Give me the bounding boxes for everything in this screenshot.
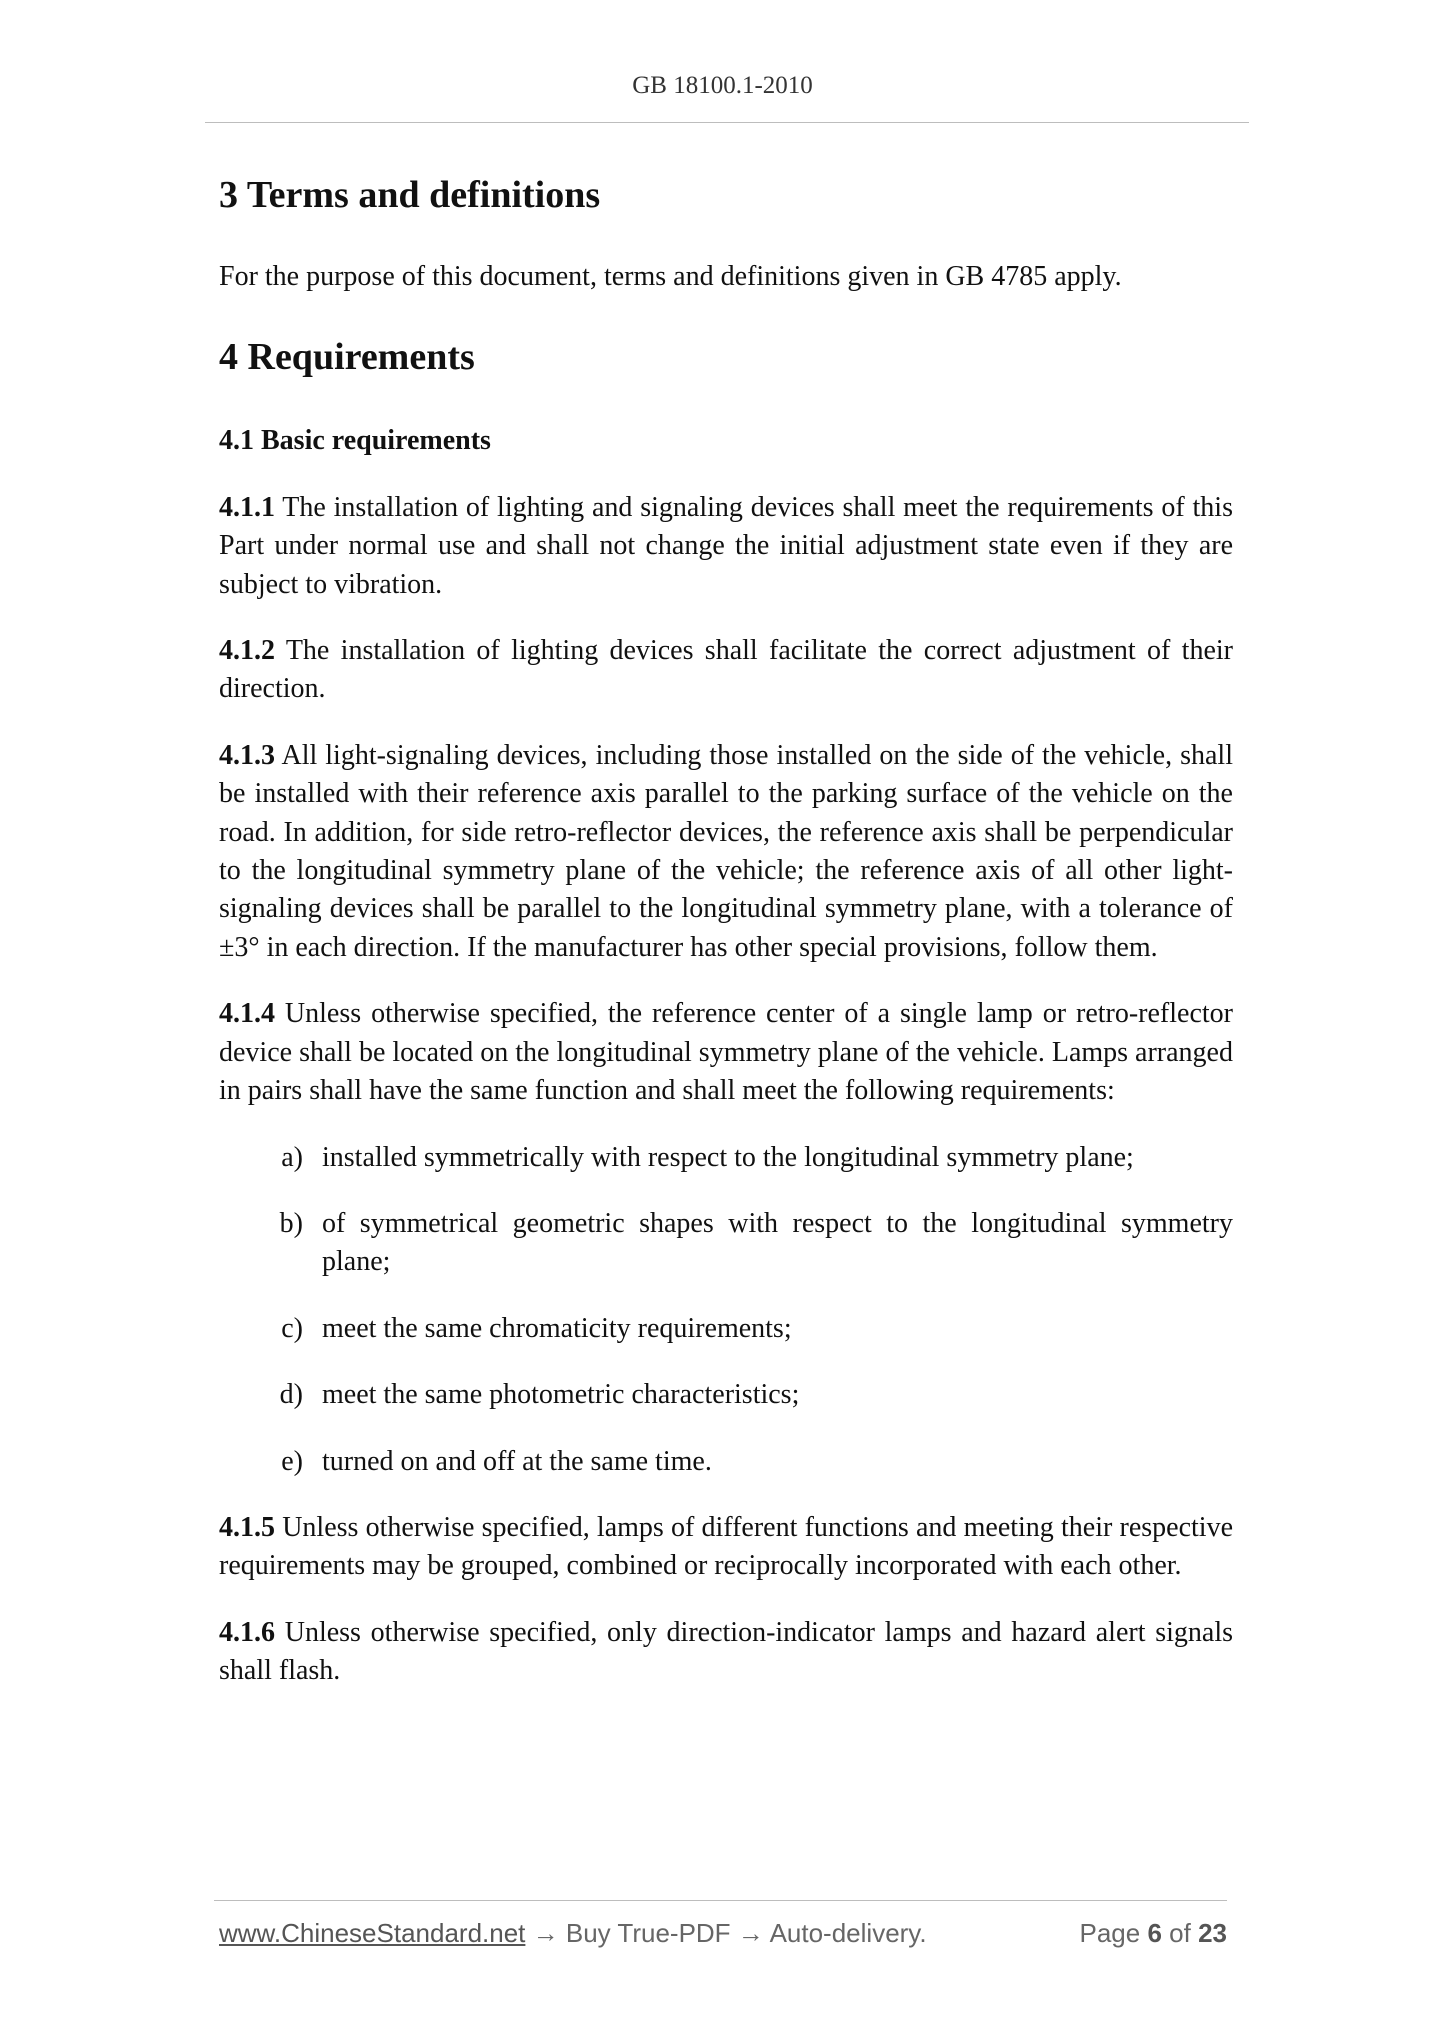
list-item-text: of symmetrical geometric shapes with respect to the longitudinal symmetry plane; — [322, 1207, 1233, 1278]
clause-number: 4.1.3 — [219, 739, 275, 771]
page-current: 6 — [1147, 1918, 1162, 1948]
section-3-heading: 3 Terms and definitions — [219, 174, 601, 216]
header-divider — [205, 122, 1249, 123]
section-3-text: For the purpose of this document, terms and definitions given in GB 4785 apply. — [219, 261, 1122, 292]
clause-text: The installation of lighting devices shall facilitate the correct adjustment of their direction. — [219, 635, 1233, 705]
website-link[interactable]: www.ChineseStandard.net — [219, 1918, 526, 1948]
subsection-4-1-heading: 4.1 Basic requirements — [219, 425, 491, 457]
page-footer — [219, 1918, 1227, 1949]
clause-text: The installation of lighting and signaling devices shall meet the requirements of this Part under normal use and shall not change the initial adjustment state even if they are subject to vibration. — [219, 491, 1233, 600]
page-total: 23 — [1198, 1918, 1227, 1948]
clause-text: Unless otherwise specified, only direction-indicator lamps and hazard alert signals shall flash. — [219, 1616, 1233, 1687]
page-content — [219, 168, 1233, 1691]
clause-number: 4.1.6 — [219, 1616, 275, 1648]
list-item-text: installed symmetrically with respect to the longitudinal symmetry plane; — [322, 1141, 1134, 1173]
clause-text: Unless otherwise specified, the reference center of a single lamp or retro-reflector device shall be located on the longitudinal symmetry plane of the vehicle. Lamps arranged in pairs shall have the same function and shall meet the following requirements: — [219, 998, 1233, 1107]
clause-4-1-1 — [219, 489, 1233, 604]
list-marker: b) — [279, 1207, 303, 1239]
document-id: GB 18100.1-2010 — [632, 72, 813, 99]
footer-divider — [214, 1900, 1227, 1901]
footer-tagline: → Buy True-PDF → Auto-delivery. — [525, 1918, 927, 1948]
clause-4-1-2 — [219, 632, 1233, 709]
clause-4-1-4 — [219, 995, 1233, 1110]
of-label: of — [1169, 1918, 1191, 1948]
page-header — [0, 72, 1445, 100]
list-marker: e) — [281, 1445, 303, 1477]
clause-number: 4.1.2 — [219, 635, 275, 667]
list-item-text: turned on and off at the same time. — [322, 1445, 712, 1477]
page-indicator — [1079, 1918, 1227, 1949]
clause-4-1-5 — [219, 1509, 1233, 1586]
list-item — [219, 1139, 1233, 1177]
list-marker: a) — [281, 1141, 303, 1173]
clause-text: Unless otherwise specified, lamps of different functions and meeting their respective requirements may be grouped, combined or reciprocally incorporated with each other. — [219, 1511, 1233, 1582]
clause-4-1-3 — [219, 737, 1233, 967]
requirements-list — [219, 1139, 1233, 1481]
page-label: Page — [1079, 1918, 1141, 1948]
clause-text: All light-signaling devices, including those installed on the side of the vehicle, shall be installed with their reference axis parallel to the parking surface of the vehicle on the road. In addition, for side retro-reflector devices, the reference axis shall be perpendicular to the longitudinal symmetry plane of the vehicle; the reference axis of all other light-signaling devices shall be parallel to the longitudinal symmetry plane, with a tolerance of ±3° in each direction. If the manufacturer has other special provisions, follow them. — [219, 739, 1233, 963]
list-marker: d) — [279, 1379, 303, 1411]
section-4-heading: 4 Requirements — [219, 336, 475, 379]
list-item — [219, 1205, 1233, 1282]
list-item — [219, 1443, 1233, 1481]
footer-promo — [219, 1918, 927, 1949]
clause-number: 4.1.1 — [219, 491, 275, 523]
list-item — [219, 1310, 1233, 1348]
list-item — [219, 1376, 1233, 1414]
clause-number: 4.1.4 — [219, 998, 275, 1030]
clause-number: 4.1.5 — [219, 1511, 275, 1543]
list-item-text: meet the same photometric characteristics; — [322, 1379, 800, 1411]
list-item-text: meet the same chromaticity requirements; — [322, 1312, 792, 1344]
clause-4-1-6 — [219, 1614, 1233, 1691]
list-marker: c) — [281, 1312, 303, 1344]
